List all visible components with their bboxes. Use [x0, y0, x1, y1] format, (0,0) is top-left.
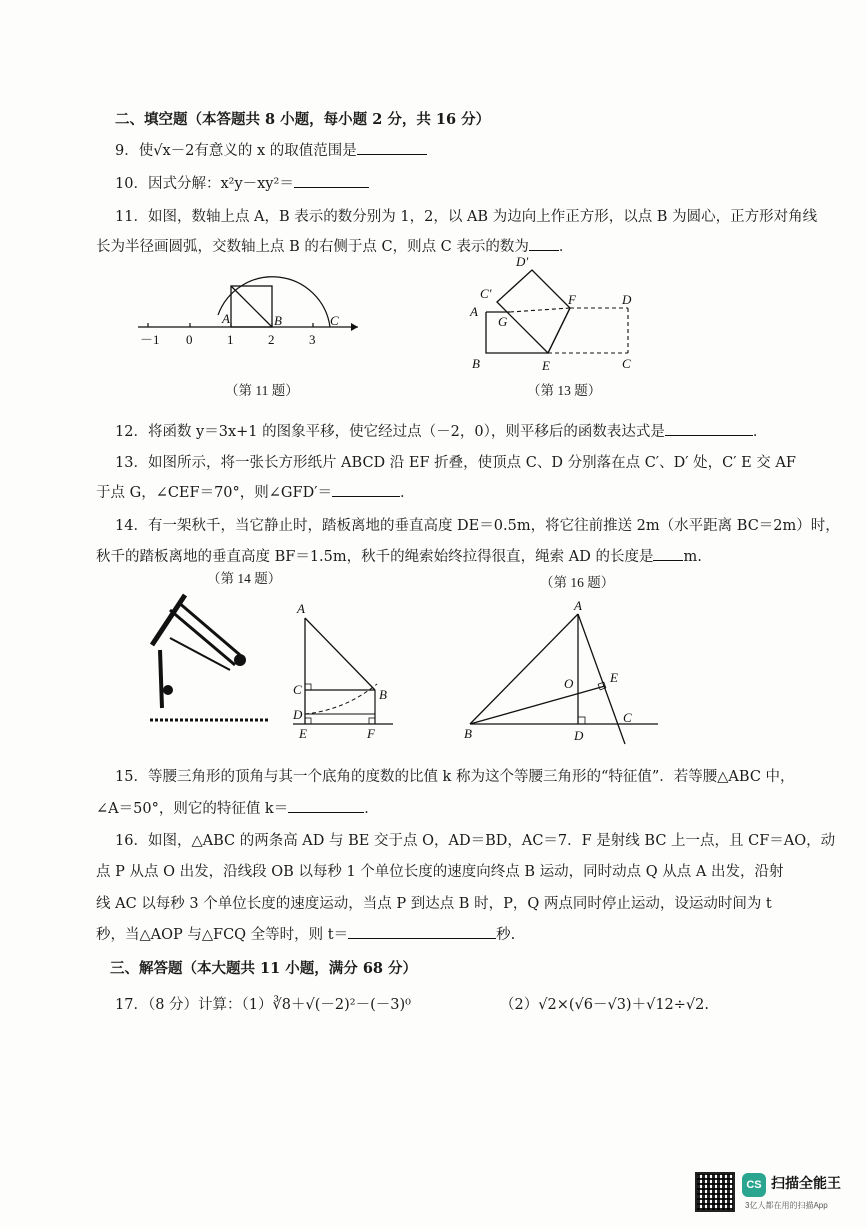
- answer-blank: [348, 924, 496, 939]
- figure-16-caption: （第 16 题）: [540, 575, 615, 590]
- camscanner-logo: CS: [742, 1173, 766, 1197]
- question-15-line1: 15．等腰三角形的顶角与其一个底角的度数的比值 k 称为这个等腰三角形的“特征值”．若等腰△ABC 中，: [115, 769, 795, 785]
- point-label: D: [622, 292, 632, 307]
- question-17-part2: （2）√2×(√6－√3)＋√12÷√2.: [500, 997, 709, 1013]
- axis-arrow: [351, 323, 358, 331]
- question-12-text: 12．将函数 y＝3x+1 的图象平移，使它经过点（－2，0），则平移后的函数表达式是: [115, 424, 665, 440]
- answer-blank: [653, 546, 683, 561]
- question-14-end: m.: [683, 549, 702, 565]
- question-16-end: 秒.: [496, 927, 516, 943]
- tick-label: 2: [268, 332, 275, 347]
- fold-edge-dashed: [510, 308, 570, 312]
- question-17-part1: 17．（8 分）计算：（1）∛8＋√(－2)²－(－3)⁰: [115, 997, 411, 1013]
- figure-14-caption: （第 14 题）: [207, 571, 282, 586]
- figure-13-folded-rectangle: [460, 252, 650, 377]
- right-angle-mark: [305, 718, 311, 724]
- point-label: F: [367, 726, 375, 741]
- point-label: O: [564, 676, 574, 691]
- point-label: F: [568, 292, 576, 307]
- question-16-line4: [96, 923, 515, 944]
- point-label: D′: [516, 254, 529, 269]
- section-fill-in-title: 二、填空题（本答题共 8 小题，每小题 2 分，共 16 分）: [115, 111, 491, 128]
- answer-blank: [357, 140, 427, 155]
- question-13-end: ．: [400, 485, 415, 501]
- question-13-line2: [96, 481, 415, 502]
- question-16-line1: 16．如图，△ABC 的两条高 AD 与 BE 交于点 O，AD＝BD，AC＝7．F 是射线 BC 上一点，且 CF＝AO，动: [115, 833, 836, 849]
- point-label: C′: [480, 286, 492, 301]
- point-label: C: [293, 682, 302, 697]
- answer-blank: [294, 173, 369, 188]
- point-label: A: [470, 304, 478, 319]
- question-16-line3: 线 AC 以每秒 3 个单位长度的速度运动，当点 P 到达点 B 时，P，Q 两点同时停止运动，设运动时间为 t: [96, 896, 772, 912]
- question-16-text: 秒，当△AOP 与△FCQ 全等时，则 t＝: [96, 927, 349, 943]
- question-13-line1: 13．如图所示，将一张长方形纸片 ABCD 沿 EF 折叠，使顶点 C、D 分别落在点 C′、D′ 处，C′ E 交 AF: [115, 455, 796, 471]
- question-11-end: ．: [558, 239, 574, 255]
- question-12-end: ．: [752, 424, 768, 440]
- tick-label: 3: [309, 332, 316, 347]
- segment-ab: [305, 618, 375, 690]
- figure-16-triangle: [460, 600, 670, 745]
- point-label: B: [472, 356, 480, 371]
- diagonal: [231, 286, 272, 327]
- question-11-text: 长为半径画圆弧，交数轴上点 B 的右侧于点 C，则点 C 表示的数为: [96, 239, 529, 255]
- question-14-line2: [96, 545, 702, 566]
- swing-rope: [170, 610, 235, 665]
- question-9: [115, 139, 427, 160]
- rect-left-part: [486, 312, 548, 353]
- point-label: D: [574, 728, 584, 743]
- question-14-text: 秋千的踏板离地的垂直高度 BF＝1.5m，秋千的绳索始终拉得很直，绳索 AD 的长度是: [96, 549, 654, 565]
- swing-arc: [305, 684, 377, 714]
- figure-11-number-line: [130, 255, 370, 355]
- answer-blank: [332, 482, 400, 497]
- tick-label: －1: [140, 332, 160, 347]
- camscanner-app-name: 扫描全能王: [771, 1175, 841, 1191]
- answer-blank: [529, 236, 559, 251]
- question-11-line1: 11．如图，数轴上点 A，B 表示的数分别为 1，2，以 AB 为边向上作正方形，以点 B 为圆心，正方形对角线: [115, 209, 818, 225]
- question-10: [115, 172, 369, 193]
- fold-line-ef: [548, 308, 570, 353]
- question-15-end: ．: [364, 801, 379, 817]
- figure-14-swing-picture: [140, 590, 275, 730]
- person-figure: [163, 685, 173, 695]
- point-label: B: [464, 726, 472, 741]
- question-9-text: 9．使√x－2有意义的 x 的取值范围是: [115, 143, 357, 159]
- question-10-text: 10．因式分解：x²y－xy²＝: [115, 176, 294, 192]
- camscanner-tagline: 3亿人都在用的扫描App: [745, 1201, 828, 1210]
- point-label: A: [297, 601, 305, 616]
- section-answer-title: 三、解答题（本大题共 11 小题，满分 68 分）: [110, 960, 418, 977]
- qr-code: [695, 1172, 735, 1212]
- figure-14-diagram: [285, 598, 400, 743]
- question-14-line1: 14．有一架秋千，当它静止时，踏板离地的垂直高度 DE＝0.5m，将它往前推送 2m（水平距离 BC＝2m）时，: [115, 518, 840, 534]
- figure-11-caption: （第 11 题）: [225, 383, 299, 398]
- answer-blank: [288, 798, 364, 813]
- point-label: D: [293, 707, 303, 722]
- point-label: G: [498, 314, 508, 329]
- question-12: [115, 420, 767, 441]
- point-label: C: [623, 710, 632, 725]
- answer-blank: [665, 421, 753, 436]
- question-13-text: 于点 G，∠CEF＝70°，则∠GFD′＝: [96, 485, 332, 501]
- right-angle-mark: [578, 717, 585, 724]
- question-16-line2: 点 P 从点 O 出发，沿线段 OB 以每秒 1 个单位长度的速度向终点 B 运动，同时动点 Q 从点 A 出发，沿射: [96, 864, 784, 880]
- tick-label: 0: [186, 332, 193, 347]
- point-label: E: [542, 358, 550, 373]
- right-angle-mark: [305, 684, 311, 690]
- swing-post: [160, 650, 162, 708]
- question-15-text: ∠A＝50°，则它的特征值 k＝: [96, 801, 289, 817]
- child-figure: [234, 654, 246, 666]
- side-ab: [470, 614, 578, 724]
- point-label-a: A: [222, 311, 230, 326]
- point-label: B: [379, 687, 387, 702]
- tick-label: 1: [227, 332, 234, 347]
- point-label: E: [299, 726, 307, 741]
- point-label: C: [622, 356, 631, 371]
- point-label: A: [574, 600, 582, 613]
- point-label: E: [610, 670, 618, 685]
- point-label-c: C: [330, 313, 339, 328]
- question-15-line2: [96, 797, 379, 818]
- right-angle-mark: [369, 718, 375, 724]
- point-label-b: B: [274, 313, 282, 328]
- figure-13-caption: （第 13 题）: [527, 383, 602, 398]
